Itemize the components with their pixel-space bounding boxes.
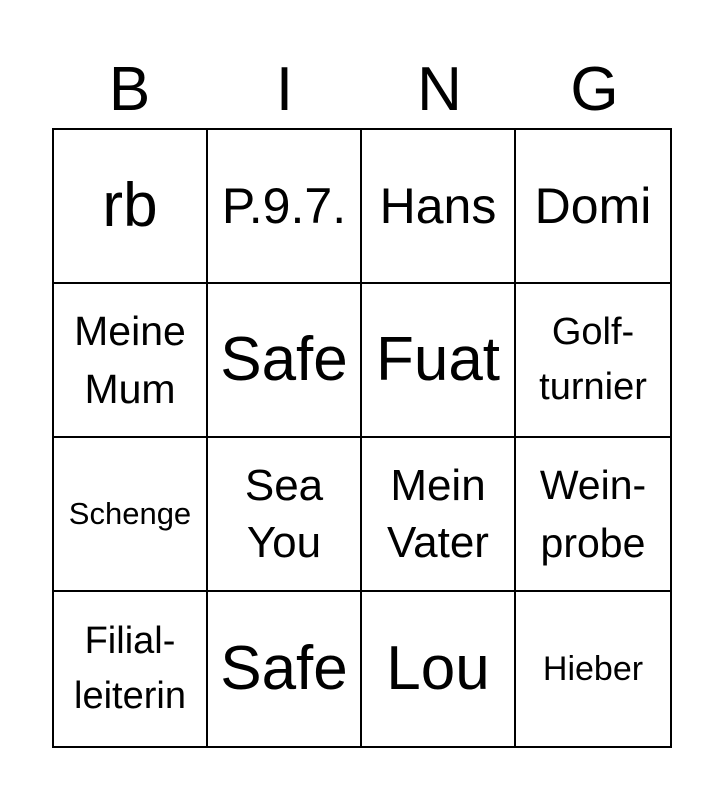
bingo-board	[52, 128, 672, 748]
bingo-cell[interactable]: Fuat	[362, 284, 516, 438]
header-letter-i: I	[275, 55, 294, 124]
bingo-cell[interactable]: Golf- turnier	[516, 284, 670, 438]
bingo-cell[interactable]: Schenge	[54, 438, 208, 592]
header-letter-g: G	[570, 55, 619, 124]
bingo-cell[interactable]: Mein Vater	[362, 438, 516, 592]
bingo-cell[interactable]: Domi	[516, 130, 670, 284]
bingo-cell[interactable]: Filial- leiterin	[54, 592, 208, 746]
bingo-cell[interactable]: P.9.7.	[208, 130, 362, 284]
header-letter-b: B	[108, 55, 151, 124]
bingo-cell[interactable]: Hieber	[542, 649, 644, 688]
header-letter-n: N	[417, 55, 462, 124]
bingo-cell[interactable]: Hans	[362, 130, 516, 284]
bingo-header	[52, 52, 672, 128]
bingo-cell[interactable]: Meine Mum	[54, 284, 208, 438]
bingo-cell[interactable]: Wein- probe	[516, 438, 670, 592]
bingo-cell[interactable]: Safe	[208, 284, 362, 438]
bingo-cell[interactable]: Lou	[362, 592, 516, 746]
bingo-cell[interactable]: Safe	[208, 592, 362, 746]
bingo-cell[interactable]: Sea You	[208, 438, 362, 592]
bingo-cell[interactable]: rb	[54, 130, 208, 284]
